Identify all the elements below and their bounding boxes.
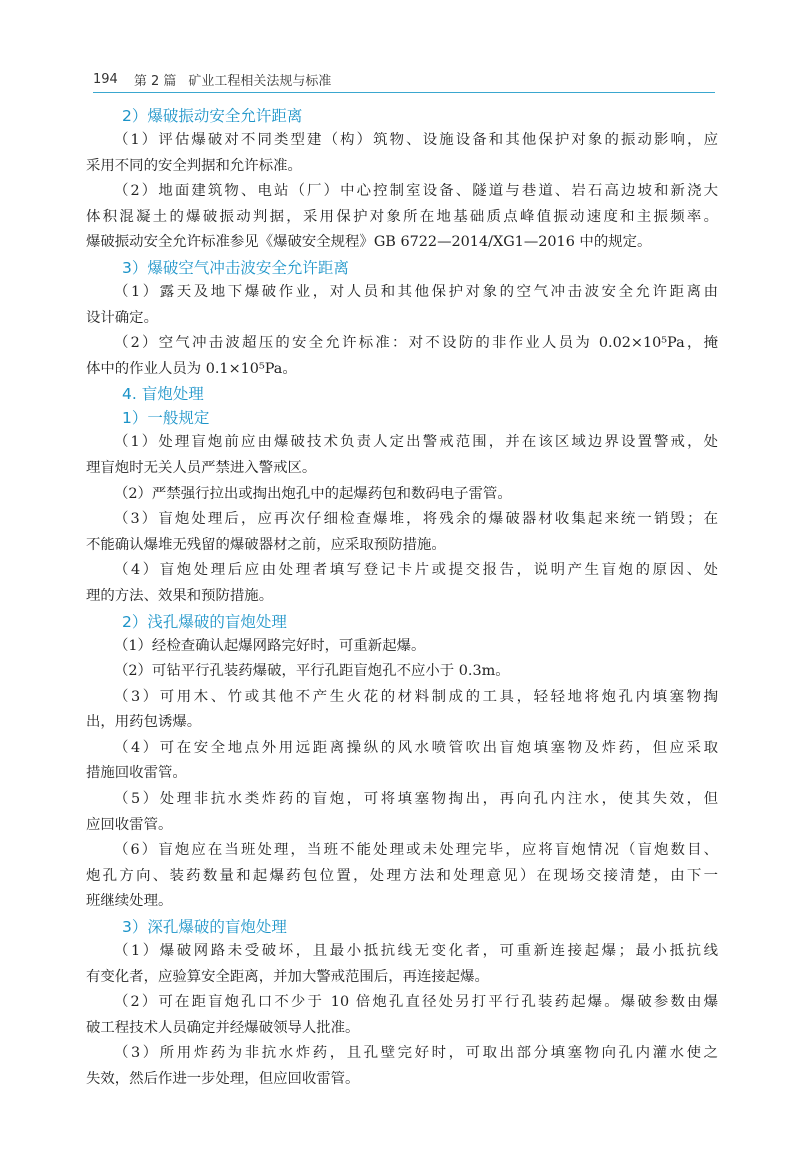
text-line: 体积混凝土的爆破振动判据，采用保护对象所在地基础质点峰值振动速度和主振频率。 [86,208,718,225]
text-line: （1）评估爆破对不同类型建（构）筑物、设施设备和其他保护对象的振动影响，应 [114,132,718,148]
subsection-heading: 3）深孔爆破的盲炮处理 [122,918,287,937]
paragraph [86,939,718,990]
text-line: 出，用药包诱爆。 [86,714,202,731]
paragraph [86,787,718,838]
text-line: （2）可钻平行孔装药爆破，平行孔距盲炮孔不应小于 0.3m。 [114,663,510,680]
paragraph [86,990,718,1041]
part-label: 第 2 篇 [133,73,177,89]
text-line: 不能确认爆堆无残留的爆破器材之前，应采取预防措施。 [86,536,446,553]
text-line: （4）可在安全地点外用远距离操纵的风水喷管吹出盲炮填塞物及炸药，但应采取 [114,739,718,756]
text-line: （2）可在距盲炮孔口不少于 10 倍炮孔直径处另打平行孔装药起爆。爆破参数由爆 [114,994,718,1011]
paragraph [86,736,718,787]
page-body [86,104,718,1093]
text-line: （2）严禁强行拉出或掏出炮孔中的起爆药包和数码电子雷管。 [114,485,512,502]
paragraph [86,507,718,558]
paragraph [86,331,718,382]
paragraph [86,659,718,685]
text-line: 有变化者，应验算安全距离，并加大警戒范围后，再连接起爆。 [86,968,489,985]
text-line: （1）爆破网路未受破坏，且最小抵抗线无变化者，可重新连接起爆；最小抵抗线 [114,943,718,960]
paragraph [86,558,718,609]
text-line: （2）空气冲击波超压的安全允许标准：对不设防的非作业人员为 0.02×10⁵Pa，掩 [114,335,718,352]
paragraph [86,430,718,481]
text-line: 设计确定。 [86,309,158,326]
text-line: （5）处理非抗水类炸药的盲炮，可将填塞物掏出，再向孔内注水，使其失效，但 [114,791,718,808]
running-header [93,66,715,93]
text-line: （1）经检查确认起爆网路完好时，可重新起爆。 [114,637,426,654]
subsection-heading: 2）爆破振动安全允许距离 [122,107,303,125]
text-line: （6）盲炮应在当班处理，当班不能处理或未处理完毕，应将盲炮情况（盲炮数目、 [114,842,718,859]
text-line: 爆破振动安全允许标准参见《爆破安全规程》GB 6722—2014/XG1—2016 中的规定。 [86,234,652,251]
paragraph [86,482,718,508]
text-line: （4）盲炮处理后应由处理者填写登记卡片或提交报告，说明产生盲炮的原因、处 [114,562,718,579]
text-line: 班继续处理。 [86,893,173,910]
subsection-heading: 1）一般规定 [122,409,210,428]
paragraph [86,128,718,179]
text-line: 采用不同的安全判据和允许标准。 [86,157,302,174]
text-line: 破工程技术人员确定并经爆破领导人批准。 [86,1019,360,1036]
text-line: （3）所用炸药为非抗水炸药，且孔壁完好时，可取出部分填塞物向孔内灌水使之 [114,1045,718,1062]
text-line: 措施回收雷管。 [86,765,187,782]
subsection-heading: 3）爆破空气冲击波安全允许距离 [122,258,349,277]
paragraph [86,179,718,256]
text-line: （3）可用木、竹或其他不产生火花的材料制成的工具，轻轻地将炮孔内填塞物掏 [114,688,718,705]
text-line: 炮孔方向、装药数量和起爆药包位置，处理方法和处理意见）在现场交接清楚，由下一 [86,867,718,884]
subsection-heading: 2）浅孔爆破的盲炮处理 [122,612,287,631]
paragraph [86,634,718,660]
text-line: （1）处理盲炮前应由爆破技术负责人定出警戒范围，并在该区域边界设置警戒，处 [114,434,718,451]
paragraph [86,280,718,331]
paragraph [86,685,718,736]
header-title: 矿业工程相关法规与标准 [188,73,332,89]
text-line: 应回收雷管。 [86,816,173,833]
text-line: （1）露天及地下爆破作业，对人员和其他保护对象的空气冲击波安全允许距离由 [114,283,718,300]
paragraph [86,1041,718,1092]
text-line: 体中的作业人员为 0.1×10⁵Pa。 [86,360,297,377]
text-line: 理的方法、效果和预防措施。 [86,587,274,604]
text-line: 理盲炮时无关人员严禁进入警戒区。 [86,459,317,476]
text-line: （2）地面建筑物、电站（厂）中心控制室设备、隧道与巷道、岩石高边坡和新浇大 [114,183,718,200]
page-number: 194 [93,71,118,87]
text-line: 失效，然后作进一步处理，但应回收雷管。 [86,1071,360,1087]
paragraph [86,838,718,915]
section-heading: 4. 盲炮处理 [122,385,204,404]
text-line: （3）盲炮处理后，应再次仔细检查爆堆，将残余的爆破器材收集起来统一销毁；在 [114,511,718,528]
